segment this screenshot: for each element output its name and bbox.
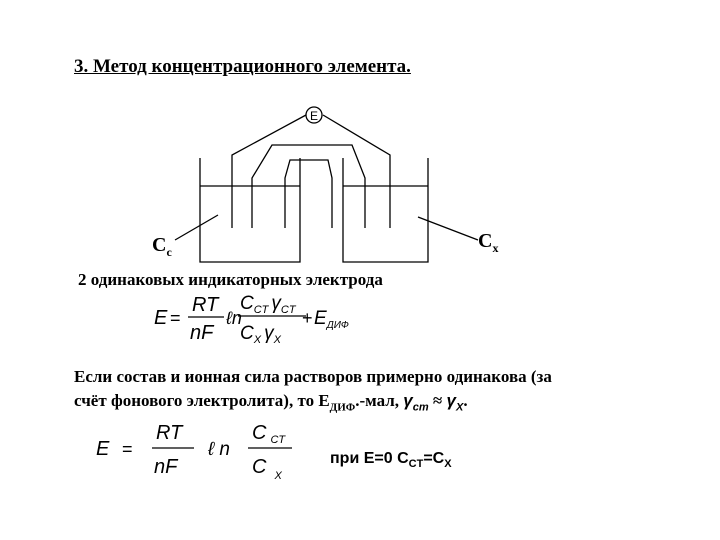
formula-1-ln: ℓn — [226, 308, 242, 328]
formula-1-arg-num: $C_{CT}$ $\gamma_{CT}$ — [240, 293, 296, 316]
meter-label: E — [309, 109, 319, 123]
formula-2-ln: ℓ n — [208, 439, 230, 460]
formula-2-arg-den: C $_X$ — [252, 456, 282, 482]
formula-1-arg-den: $C_X$ $\gamma_X$ — [240, 323, 281, 346]
paragraph-line-2: счёт фонового электролита), то $E_{ДИФ}$.-мал, $\gamma_{ст} \approx \gamma_X$. — [74, 391, 468, 414]
formula-2-eq: = — [122, 439, 133, 459]
right-concentration-label: $C_x$ — [478, 230, 499, 255]
formula-1 — [140, 285, 380, 347]
formula-1-tail: $E_{ДИФ}$ — [314, 308, 349, 331]
formula-2-den: nF — [154, 456, 178, 478]
page-title: 3. Метод концентрационного элемента. — [74, 56, 411, 77]
left-pointer-line — [175, 215, 218, 240]
left-wire — [232, 115, 306, 158]
right-wire — [323, 115, 390, 158]
explanation-paragraph — [74, 365, 694, 419]
formula-1-den: nF — [190, 322, 214, 344]
formula-1-lhs: E — [154, 307, 168, 329]
formula-1-num: RT — [192, 294, 219, 316]
paragraph-line-1: Если состав и ионная сила растворов примерно одинакова (за — [74, 367, 552, 386]
formula-2-num: RT — [156, 422, 183, 444]
formula-2-arg-num: C $_{CT}$ — [252, 422, 286, 446]
formula-2 — [90, 415, 310, 485]
salt-bridge-inner — [285, 160, 332, 228]
electrodes-caption: 2 одинаковых индикаторных электрода — [78, 270, 383, 289]
right-beaker — [343, 158, 428, 262]
left-concentration-label: $C_c$ — [152, 234, 172, 259]
formula-1-eq: = — [170, 308, 181, 328]
right-pointer-line — [418, 217, 478, 240]
formula-1-plus: + — [302, 308, 313, 328]
zero-condition: при E=0 $C_{CT}=C_X$ — [330, 450, 452, 471]
formula-2-lhs: E — [96, 438, 110, 460]
